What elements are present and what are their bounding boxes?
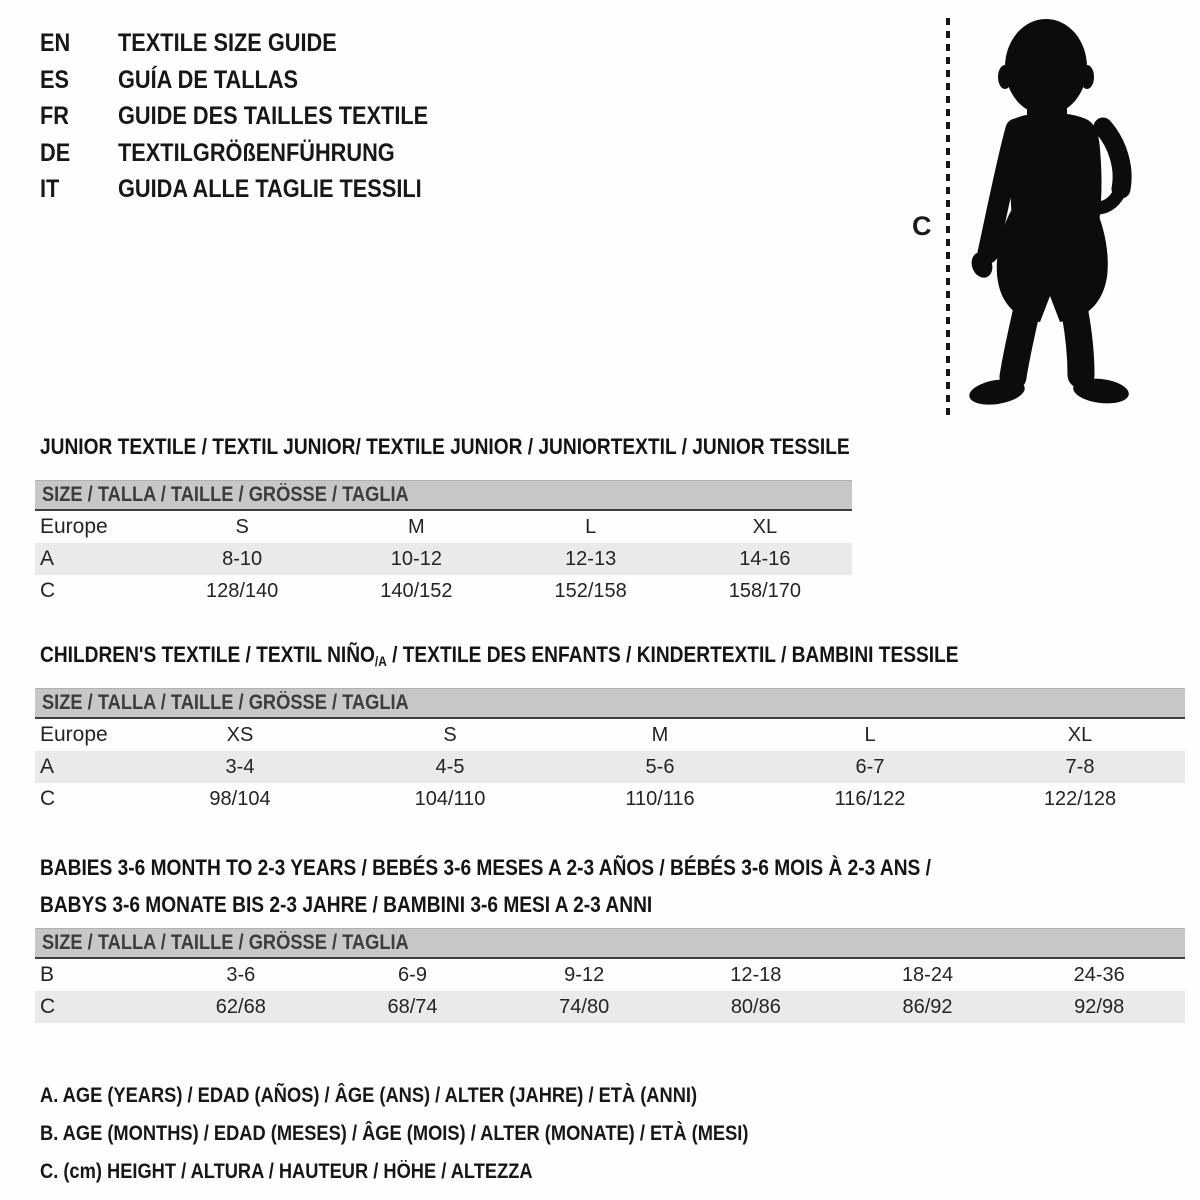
row-label: C [40,995,56,1018]
lang-row-de [40,135,475,172]
lang-code [40,171,118,208]
table-row [35,511,852,543]
row-label: A [40,547,55,570]
table-cell: 18-24 [901,964,954,986]
children-section-title-text [40,642,959,675]
lang-code-text: DE [40,138,71,167]
size-header-bar [35,480,852,511]
height-measure-label: C [912,211,932,241]
table-cell: S [235,516,249,538]
row-label: C [40,787,56,810]
table-cell: 116/122 [834,788,906,810]
legend-age-months [40,1115,854,1153]
table-cell: 68/74 [387,996,438,1018]
lang-label-text: GUIDA ALLE TAGLIE TESSILI [118,175,422,204]
row-label: A [40,755,55,778]
table-cell: 104/110 [414,788,486,810]
lang-code-text: FR [40,102,69,131]
table-cell: XS [226,724,254,746]
lang-label-text: GUÍA DE TALLAS [118,65,299,94]
lang-code-text: IT [40,175,60,204]
table-cell: 62/68 [215,996,266,1018]
table-cell: 4-5 [435,756,465,778]
lang-code [40,135,118,172]
table-cell: 140/152 [380,580,453,602]
lang-label-text: TEXTILGRÖßENFÜHRUNG [118,138,395,167]
size-header-label: SIZE / TALLA / TAILLE / GRÖSSE / TAGLIA [42,483,409,506]
babies-title-line1: BABIES 3-6 MONTH TO 2-3 YEARS / BEBÉS 3-6 MESES A 2-3 AÑOS / BÉBÉS 3-6 MOIS À 2-3 ANS / [40,855,931,880]
table-cell: 6-9 [398,964,427,986]
height-measure-line [946,18,950,415]
children-title-post: / TEXTILE DES ENFANTS / KINDERTEXTIL / BAMBINI TESSILE [386,642,959,667]
table-cell: 12-18 [730,964,782,986]
lang-label [118,25,475,62]
babies-size-table [35,928,1185,1023]
table-cell: M [408,516,425,538]
table-cell: 74/80 [559,996,610,1018]
lang-label [118,135,475,172]
size-header-label: SIZE / TALLA / TAILLE / GRÖSSE / TAGLIA [42,691,409,714]
table-row [35,959,1185,991]
lang-code-text: EN [40,29,71,57]
table-cell: 152/158 [554,580,627,602]
size-header-bar [35,928,1185,959]
table-cell: 9-12 [564,964,605,986]
table-cell: 128/140 [205,580,279,602]
lang-code [40,62,118,99]
lang-label [118,62,475,99]
babies-title-line2: BABYS 3-6 MONATE BIS 2-3 JAHRE / BAMBINI 3-6 MESI A 2-3 ANNI [40,892,653,917]
table-row [35,543,852,575]
table-cell: 98/104 [209,788,271,810]
lang-code [40,25,118,62]
measurement-legend [40,1077,854,1191]
row-label: Europe [40,515,108,538]
table-row [35,575,852,607]
legend-height [40,1153,854,1191]
table-cell: 92/98 [1074,996,1125,1018]
junior-section-title-text: JUNIOR TEXTILE / TEXTIL JUNIOR/ TEXTILE JUNIOR / JUNIORTEXTIL / JUNIOR TESSILE [40,434,850,459]
table-cell: 14-16 [739,548,791,570]
table-cell: 3-4 [225,756,255,778]
lang-row-it [40,171,475,208]
table-cell: L [864,724,876,746]
toddler-silhouette-icon [966,15,1133,417]
table-cell: 24-36 [1073,964,1125,986]
table-cell: 80/86 [730,996,781,1018]
table-cell: 3-6 [226,964,256,986]
legend-age-years [40,1077,854,1115]
children-size-table [35,688,1185,815]
children-title-sub: /A [374,653,387,669]
table-row [35,991,1185,1023]
babies-section-title [40,849,1064,923]
row-label: C [40,579,56,602]
table-row [35,751,1185,783]
table-cell: 5-6 [645,756,675,778]
junior-section-title [40,434,971,460]
lang-label-text: GUIDE DES TAILLES TEXTILE [118,102,429,131]
legend-age-months-text: B. AGE (MONTHS) / EDAD (MESES) / ÂGE (MOIS) / ALTER (MONATE) / ETÀ (MESI) [40,1122,749,1145]
table-cell: M [651,724,669,746]
table-cell: 7-8 [1065,756,1095,778]
lang-code [40,98,118,135]
table-row [35,783,1185,815]
table-cell: L [585,516,597,538]
language-header [40,25,475,208]
table-cell: 10-12 [390,548,442,570]
size-header-label: SIZE / TALLA / TAILLE / GRÖSSE / TAGLIA [42,931,409,954]
row-label: B [40,963,55,986]
children-title-pre: CHILDREN'S TEXTILE / TEXTIL NIÑO [40,642,375,667]
table-cell: 86/92 [902,996,953,1018]
lang-code-text: ES [40,65,70,94]
lang-label [118,98,475,135]
table-cell: 12-13 [565,548,617,570]
table-cell: 110/116 [625,788,695,810]
lang-label-text: TEXTILE SIZE GUIDE [118,29,337,57]
row-label: Europe [40,723,108,746]
lang-row-en [40,25,475,62]
legend-height-text: C. (cm) HEIGHT / ALTURA / HAUTEUR / HÖHE / ALTEZZA [40,1160,533,1183]
lang-row-es [40,62,475,99]
table-cell: XL [752,516,778,538]
table-cell: 8-10 [222,548,263,570]
legend-age-years-text: A. AGE (YEARS) / EDAD (AÑOS) / ÂGE (ANS) / ALTER (JAHRE) / ETÀ (ANNI) [40,1084,698,1107]
table-cell: XL [1067,724,1093,746]
table-row [35,719,1185,751]
table-cell: 122/128 [1043,788,1117,810]
table-cell: S [443,724,457,746]
lang-row-fr [40,98,475,135]
table-cell: 6-7 [855,756,885,778]
junior-size-table [35,480,852,607]
children-section-title [40,642,1096,675]
size-header-bar [35,688,1185,719]
table-cell: 158/170 [728,580,802,602]
lang-label [118,171,475,208]
